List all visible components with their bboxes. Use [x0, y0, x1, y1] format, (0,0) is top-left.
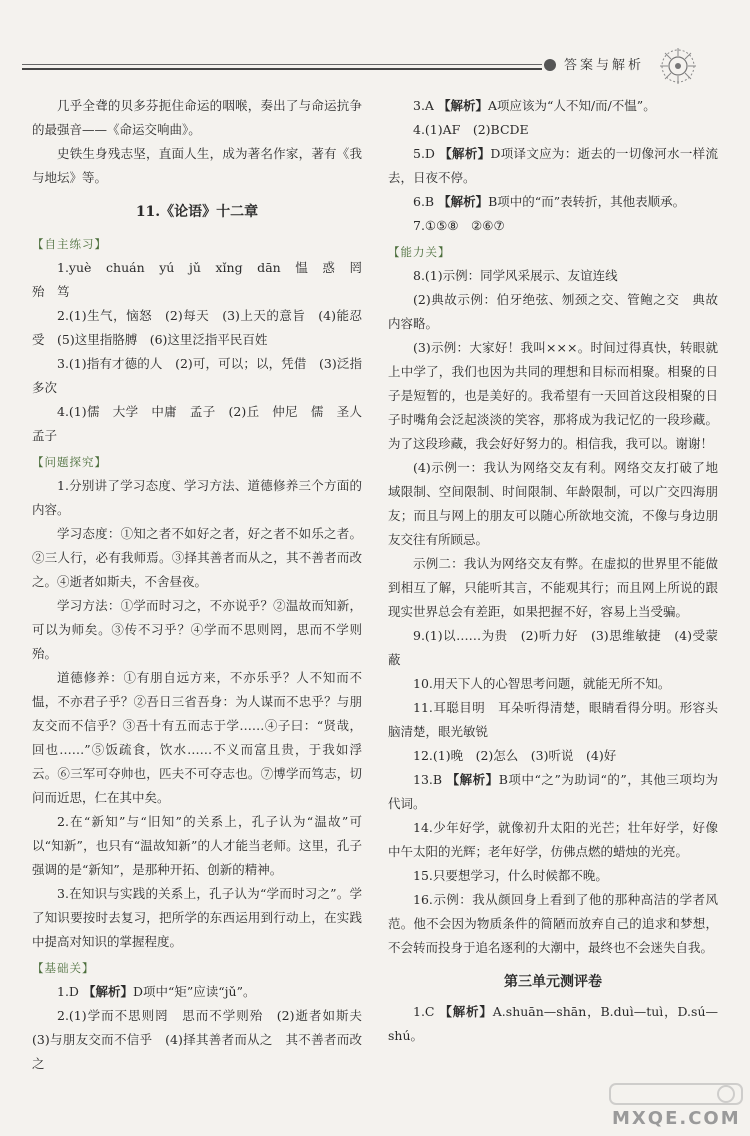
- section-tag-nengli: 【 能力关 】: [388, 240, 451, 264]
- analysis-tag: 【解析】: [439, 1004, 493, 1019]
- intro-paragraph: 史铁生身残志坚，直面人生，成为著名作家，著有《我与地坛》等。: [32, 146, 362, 185]
- analysis-tag: 【解析】: [446, 772, 499, 787]
- answer-item: 3.在知识与实践的关系上，孔子认为“学而时习之”。学了知识要按时去复习，把所学的东西运用到行动上，在实践中提高对知识的掌握程度。: [32, 886, 362, 949]
- answer-item: 示例二：我认为网络交友有弊。在虚拟的世界里不能做到相互了解，只能听其言，不能观其行；而且网上所说的跟现实世界总会有差距，如果把握不好，容易上当受骗。: [388, 556, 718, 619]
- answer-item: 12.(1)晚 (2)怎么 (3)听说 (4)好: [413, 748, 617, 763]
- analysis-tag: 【解析】: [439, 146, 491, 161]
- answer-lead: 6.B: [413, 194, 435, 209]
- header-title: 答案与解析: [564, 58, 645, 73]
- header-rule-thick: [22, 68, 542, 70]
- analysis-tag: 【解析】: [82, 984, 133, 999]
- answer-item: 1.yuè chuán yú jǔ xǐng dān 愠 惑 罔 殆 笃: [32, 260, 375, 299]
- answer-item: (3)示例：大家好！我叫×××。时间过得真快，转眼就上中学了，我们也因为共同的理想和目标而相聚。相聚的日子是短暂的，也是美好的。我希望有一天回首这段相聚的日子时嘴角会泛起淡淡的笑容，那将成为我记忆的一段珍藏。为了这段珍藏，我会好好努力的。相信我，我可以。谢谢！: [388, 340, 718, 451]
- analysis-text: B项中的“而”表转折，其他表顺承。: [488, 194, 686, 209]
- answer-item: 道德修养：①有朋自远方来，不亦乐乎？人不知而不愠，不亦君子乎？②吾日三省吾身：为人谋而不忠乎？与朋友交而不信乎？③吾十有五而志于学……④子曰：“贤哉，回也……”⑤饭疏食，饮水……不义而富且贵，于我如浮云。⑥三军可夺帅也，匹夫不可夺志也。⑦博学而笃志，切问而近思，仁在其中矣。: [32, 670, 362, 805]
- answer-lead: 1.C: [413, 1004, 435, 1019]
- answer-item: 11.耳聪目明 耳朵听得清楚，眼睛看得分明。形容头脑清楚，眼光敏锐: [388, 700, 718, 739]
- answer-item: [388, 768, 718, 816]
- answer-item: 1.分别讲了学习态度、学习方法、道德修养三个方面的内容。: [32, 478, 362, 517]
- answer-item: 3.(1)指有才德的人 (2)可，可以；以，凭借 (3)泛指多次: [32, 356, 362, 395]
- flower-ornament-icon: [658, 46, 698, 86]
- right-column: [388, 94, 718, 1048]
- answer-item: 15.只要想学习，什么时候都不晚。: [413, 868, 608, 883]
- section-title: 11.《论语》十二章: [135, 204, 259, 220]
- answer-item: [388, 1000, 718, 1048]
- analysis-text: A项应该为“人不知/而/不愠”。: [487, 98, 656, 113]
- analysis-tag: 【解析】: [438, 194, 489, 209]
- answer-item: [388, 190, 718, 214]
- answer-item: [32, 980, 362, 1004]
- answer-item: 4.(1)AF (2)BCDE: [413, 122, 529, 137]
- answer-item: 9.(1)以……为贵 (2)听力好 (3)思维敏捷 (4)受蒙蔽: [388, 628, 718, 667]
- section-tag-jichu: 【 基础关 】: [32, 956, 95, 980]
- answer-lead: 5.D: [413, 146, 435, 161]
- answer-lead: 3.A: [413, 98, 434, 113]
- answer-item: 10.用天下人的心智思考问题，就能无所不知。: [413, 676, 671, 691]
- answer-item: (2)典故示例：伯牙绝弦、刎颈之交、管鲍之交 典故内容略。: [388, 292, 718, 331]
- section-title: 第三单元测评卷: [504, 974, 602, 990]
- answer-item: [388, 94, 718, 118]
- answer-lead: 13.B: [413, 772, 443, 787]
- answer-item: 8.(1)示例：同学风采展示、友谊连线: [413, 268, 618, 283]
- answer-item: [388, 142, 718, 190]
- watermark-text: MXQE.COM: [612, 1108, 741, 1129]
- answer-item: 2.(1)学而不思则罔 思而不学则殆 (2)逝者如斯夫 (3)与朋友交而不信乎 (4)择其善者而从之 其不善者而改之: [32, 1008, 375, 1071]
- page-header: [22, 44, 728, 84]
- answer-item: 16.示例：我从颜回身上看到了他的那种高洁的学者风范。他不会因为物质条件的简陋而放弃自己的追求和梦想，不会转而投身于追名逐利的大潮中，最终也不会迷失自我。: [388, 892, 718, 955]
- header-rule: [22, 64, 542, 65]
- answer-item: 学习方法：①学而时习之，不亦说乎？②温故而知新，可以为师矣。③传不习乎？④学而不思则罔，思而不学则殆。: [32, 598, 362, 661]
- left-column: [32, 94, 375, 1076]
- section-tag-wenti: 【 问题探究 】: [32, 450, 107, 474]
- analysis-text: D项译文应为：逝去的一切像河水一样流去，日夜不停。: [388, 146, 718, 185]
- answer-item: 7.①⑤⑧ ②⑥⑦: [413, 218, 505, 233]
- answer-item: 2.(1)生气，恼怒 (2)每天 (3)上天的意旨 (4)能忍受 (5)这里指胳膊 (6)这里泛指平民百姓: [32, 308, 362, 347]
- answer-item: 14.少年好学，就像初升太阳的光芒；壮年好学，好像中午太阳的光辉；老年好学，仿佛点燃的蜡烛的光亮。: [388, 820, 718, 859]
- answer-item: (4)示例一：我认为网络交友有利。网络交友打破了地域限制、空间限制、时间限制、年龄限制，可以广交四海朋友；而且与网上的朋友可以随心所欲地交流，不像与身边朋友交往有所顾忌。: [388, 460, 718, 547]
- intro-paragraph: 几乎全聋的贝多芬扼住命运的咽喉，奏出了与命运抗争的最强音——《命运交响曲》。: [32, 98, 362, 137]
- header-dot: [544, 59, 556, 71]
- analysis-tag: 【解析】: [437, 98, 488, 113]
- analysis-text: D项中“矩”应读“jǔ”。: [132, 984, 256, 999]
- section-tag-zizhu: 【 自主练习 】: [32, 232, 107, 256]
- answer-item: 4.(1)儒 大学 中庸 孟子 (2)丘 仲尼 儒 圣人 孟子: [32, 404, 375, 443]
- analysis-text: B项中“之”为助词“的”，其他三项均为代词。: [388, 772, 718, 811]
- analysis-text: A.shuān—shān，B.duì—tuì，D.sú—shú。: [388, 1004, 718, 1043]
- answer-item: 学习态度：①知之者不如好之者，好之者不如乐之者。②三人行，必有我师焉。③择其善者而从之，其不善者而改之。④逝者如斯夫，不舍昼夜。: [32, 526, 362, 589]
- answer-item: 2.在“新知”与“旧知”的关系上，孔子认为“温故”可以“知新”，也只有“温故知新”的人才能当老师。这里，孔子强调的是“新知”，是那种开拓、创新的精神。: [32, 814, 362, 877]
- answer-lead: 1.D: [57, 984, 79, 999]
